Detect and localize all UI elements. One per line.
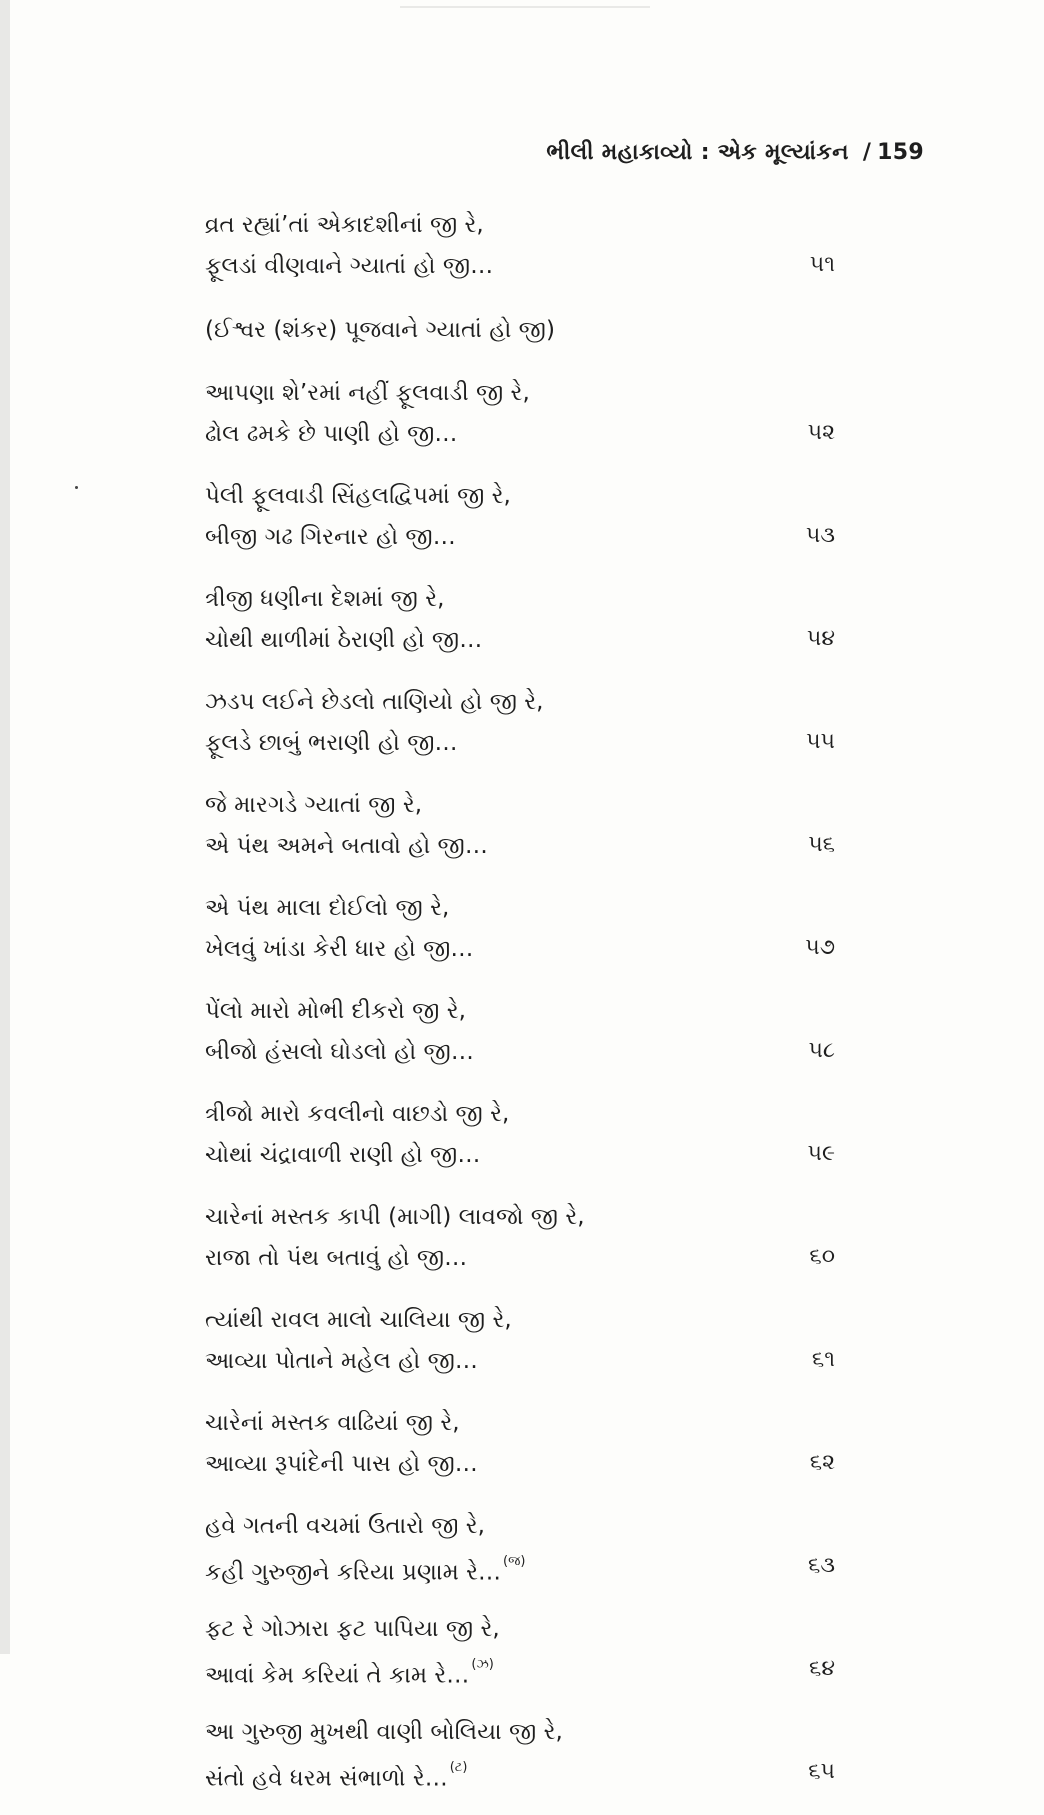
stanza [205, 1300, 865, 1382]
verse-text: એ પંથ માલા દોઈલો જી રે, [205, 895, 450, 921]
verse-text: ફૂલડે છાબું ભરાણી હો જી… [205, 730, 458, 756]
page-number: 159 [877, 140, 924, 165]
stanza [205, 1094, 865, 1176]
verse-line [205, 517, 865, 558]
stanza [205, 373, 865, 455]
verse-line [205, 308, 865, 352]
verse-line [205, 1094, 865, 1135]
verse-text: હવે ગતની વચમાં ઉતારો જી રે, [205, 1513, 485, 1539]
verse-number: ૫૩ [805, 523, 835, 548]
verse-text: વ્રત રહ્યાં’તાં એકાદશીનાં જી રે, [205, 212, 484, 238]
verse-text: ચારેનાં મસ્તક કાપી (માગી) લાવજો જી રે, [205, 1204, 585, 1230]
stanza [205, 1609, 865, 1691]
verse-line [205, 476, 865, 517]
verse-number: ૫૫ [806, 729, 835, 754]
running-header [546, 140, 924, 165]
verse-line [205, 826, 865, 867]
verse-text: એ પંથ અમને બતાવો હો જી… [205, 833, 488, 859]
verse-text: જે મારગડે ગ્યાતાં જી રે, [205, 792, 423, 818]
stanza [205, 1403, 865, 1485]
stanza [205, 476, 865, 558]
verse-line [205, 579, 865, 620]
verse-line [205, 1197, 865, 1238]
stanza [205, 579, 865, 661]
verse-line [205, 1403, 865, 1444]
verse-text: ઝડપ લઈને છેડલો તાણિયો હો જી રે, [205, 689, 544, 715]
verse-line [205, 1444, 865, 1485]
verse-line [205, 1300, 865, 1341]
verse-text: ત્રીજી ધણીના દેશમાં જી રે, [205, 586, 445, 612]
verse-text: ત્યાંથી રાવલ માલો ચાલિયા જી રે, [205, 1307, 512, 1333]
bleed-through-line [400, 6, 650, 8]
verse-text: આવ્યા રૂપાંદેની પાસ હો જી… [205, 1451, 478, 1477]
verse-text: આપણા શે’રમાં નહીં ફૂલવાડી જી રે, [205, 380, 530, 406]
verse-number: ૬૨ [809, 1450, 835, 1475]
verse-text: પેલી ફૂલવાડી સિંહલદ્વિપમાં જી રે, [205, 483, 511, 509]
header-separator: / [862, 140, 872, 165]
verse-line [205, 1238, 865, 1279]
stanza [205, 1712, 865, 1794]
verse-number: ૫૮ [808, 1038, 835, 1063]
verse-line [205, 205, 865, 246]
verse-line [205, 1341, 865, 1382]
verse-line [205, 929, 865, 970]
verse-text: બીજી ગઢ ગિરનાર હો જી… [205, 524, 456, 550]
verse-number: ૫૧ [809, 252, 835, 277]
verse-text: ફટ રે ગોઝારા ફટ પાપિયા જી રે, [205, 1616, 500, 1642]
verse-line [205, 620, 865, 661]
verse-text: ઢોલ ઢમકે છે પાણી હો જી… [205, 421, 458, 447]
verse-list [205, 205, 865, 1815]
header-title: ભીલી મહાકાવ્યો : એક મૂલ્યાંકન [546, 140, 849, 165]
verse-number: ૬૧ [811, 1347, 835, 1372]
verse-line [205, 1547, 865, 1588]
verse-line [205, 682, 865, 723]
verse-line [205, 414, 865, 455]
ink-speck [75, 486, 78, 489]
verse-number: ૫૨ [807, 420, 835, 445]
verse-number: ૬૩ [808, 1553, 835, 1578]
verse-line [205, 1032, 865, 1073]
footnote-marker: (ઝ) [471, 1657, 494, 1672]
stanza [205, 785, 865, 867]
verse-number: ૫૯ [807, 1141, 835, 1166]
verse-line [205, 1712, 865, 1753]
verse-text: આ ગુરુજી મુખથી વાણી બોલિયા જી રે, [205, 1719, 563, 1745]
stanza [205, 205, 865, 287]
verse-text: રાજા તો પંથ બતાવું હો જી… [205, 1245, 468, 1271]
verse-number: ૬૪ [809, 1656, 835, 1681]
verse-number: ૬૦ [809, 1244, 835, 1269]
verse-line [205, 1753, 865, 1794]
verse-text: ત્રીજો મારો કવલીનો વાછડો જી રે, [205, 1101, 510, 1127]
verse-text: આવ્યા પોતાને મહેલ હો જી… [205, 1348, 478, 1374]
verse-text: ફૂલડાં વીણવાને ગ્યાતાં હો જી… [205, 253, 494, 279]
verse-number: ૫૬ [808, 832, 835, 857]
verse-line [205, 991, 865, 1032]
stanza [205, 991, 865, 1073]
verse-line [205, 723, 865, 764]
verse-text: પેંલો મારો મોભી દીકરો જી રે, [205, 998, 466, 1024]
verse-line [205, 785, 865, 826]
verse-number: ૫૭ [805, 935, 835, 960]
stanza [205, 682, 865, 764]
footnote-marker: (જ) [503, 1554, 526, 1569]
verse-text: ખેલવું ખાંડા કેરી ધાર હો જી… [205, 936, 474, 962]
verse-text: ચોથાં ચંદ્રાવાળી રાણી હો જી… [205, 1142, 481, 1168]
stanza [205, 888, 865, 970]
verse-line [205, 1506, 865, 1547]
verse-line [205, 1609, 865, 1650]
stanza [205, 308, 865, 352]
verse-text: ચોથી થાળીમાં ઠેરાણી હો જી… [205, 627, 483, 653]
stanza [205, 1197, 865, 1279]
footnote-marker: (ટ) [449, 1760, 468, 1775]
verse-number: ૫૪ [806, 626, 835, 651]
verse-line [205, 1135, 865, 1176]
verse-line [205, 246, 865, 287]
verse-text: કહી ગુરુજીને કરિયા પ્રણામ રે… [205, 1559, 502, 1586]
verse-text: સંતો હવે ધરમ સંભાળો રે… [205, 1765, 448, 1792]
stanza [205, 1506, 865, 1588]
verse-text: બીજો હંસલો ઘોડલો હો જી… [205, 1039, 474, 1065]
verse-line [205, 888, 865, 929]
verse-text: આવાં કેમ કરિયાં તે કામ રે… [205, 1662, 470, 1689]
verse-line [205, 373, 865, 414]
verse-number: ૬૫ [808, 1759, 835, 1784]
verse-text: ચારેનાં મસ્તક વાઢિયાં જી રે, [205, 1410, 460, 1436]
verse-line [205, 1650, 865, 1691]
verse-text: (ઈશ્વર (શંકર) પૂજવાને ગ્યાતાં હો જી) [205, 317, 555, 343]
